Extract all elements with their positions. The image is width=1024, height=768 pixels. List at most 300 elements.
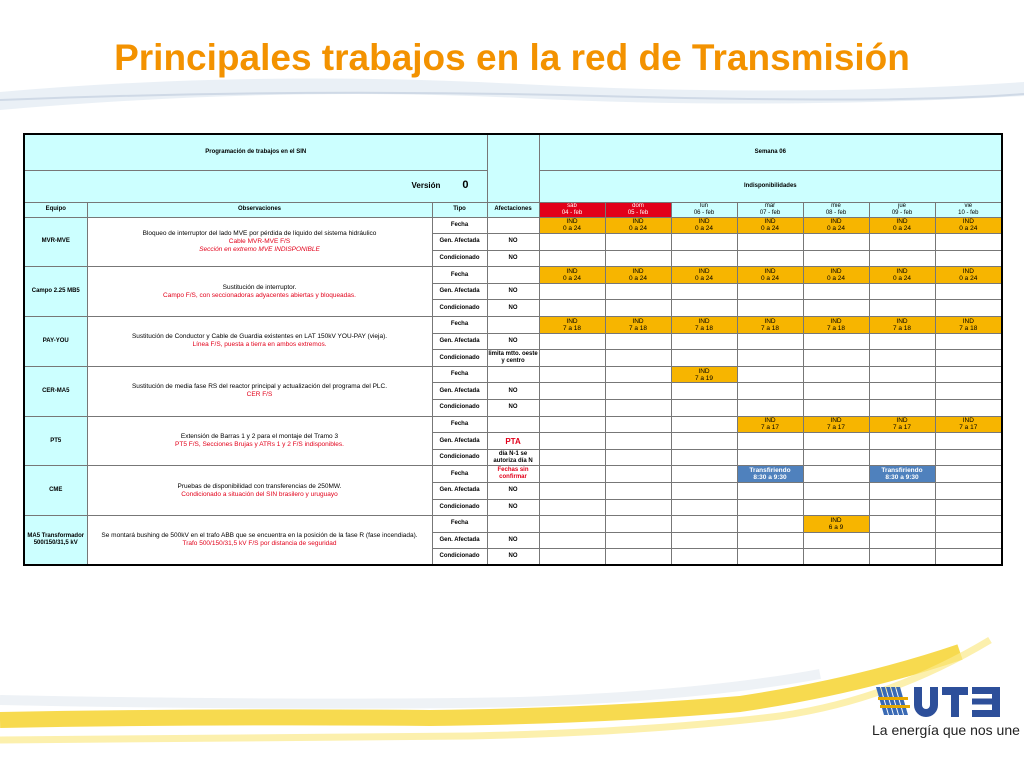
row-type: Condicionado <box>432 350 487 367</box>
observation-note: CER F/S <box>246 391 273 399</box>
schedule-hours: 7 a 17 <box>760 424 780 432</box>
schedule-cell <box>605 317 671 334</box>
row-affectation: NO <box>487 333 539 350</box>
row-affectation <box>487 366 539 383</box>
header-indisponibilidades: Indisponibilidades <box>539 170 1002 202</box>
observations <box>87 416 432 466</box>
schedule-cell <box>869 383 935 400</box>
schedule-cell <box>605 333 671 350</box>
schedule-status: IND <box>896 268 908 276</box>
schedule-status: IND <box>962 317 974 325</box>
schedule-cell <box>605 300 671 317</box>
schedule-cell <box>539 383 605 400</box>
schedule-status: IND <box>830 268 842 276</box>
schedule-cell <box>737 416 803 433</box>
schedule-status: IND <box>632 218 644 226</box>
schedule-cell <box>539 300 605 317</box>
schedule-cell <box>869 449 935 466</box>
schedule-status: IND <box>632 268 644 276</box>
schedule-cell <box>671 549 737 566</box>
row-affectation: PTA <box>487 433 539 450</box>
schedule-hours: 7 a 17 <box>959 424 978 432</box>
day-header <box>803 202 869 217</box>
row-affectation: NO <box>487 499 539 516</box>
schedule-cell <box>869 466 935 483</box>
row-affectation: NO <box>487 532 539 549</box>
schedule-cell <box>803 300 869 317</box>
schedule-cell <box>605 416 671 433</box>
row-type: Condicionado <box>432 300 487 317</box>
schedule-cell <box>935 217 1002 234</box>
schedule-status: Transfiriendo <box>749 467 791 475</box>
row-affectation: NO <box>487 483 539 500</box>
schedule-cell <box>935 466 1002 483</box>
schedule-cell <box>539 350 605 367</box>
row-affectation <box>487 416 539 433</box>
schedule-cell <box>869 416 935 433</box>
schedule-status: IND <box>698 367 710 375</box>
header-programacion: Programación de trabajos en el SIN <box>24 134 487 170</box>
schedule-cell <box>935 499 1002 516</box>
schedule-cell <box>803 532 869 549</box>
schedule-status: IND <box>962 417 974 425</box>
logo-tagline: La energía que nos une <box>872 722 1020 738</box>
schedule-cell <box>935 449 1002 466</box>
schedule-hours: 7 a 18 <box>562 324 582 332</box>
schedule-cell <box>803 366 869 383</box>
column-header-observaciones: Observaciones <box>87 202 432 217</box>
schedule-hours: 0 a 24 <box>892 275 912 283</box>
schedule-cell <box>803 250 869 267</box>
equipment-name: MA5 Transformador 500/150/31,5 kV <box>24 516 87 566</box>
equipment-name: CME <box>24 466 87 516</box>
schedule-cell <box>737 549 803 566</box>
schedule-hours: 0 a 24 <box>628 275 648 283</box>
row-type: Gen. Afectada <box>432 383 487 400</box>
schedule-hours: 7 a 18 <box>628 324 648 332</box>
schedule-cell <box>935 366 1002 383</box>
schedule-hours: 7 a 19 <box>694 374 714 382</box>
schedule-cell <box>605 366 671 383</box>
row-affectation <box>487 267 539 284</box>
schedule-cell <box>803 383 869 400</box>
row-type: Gen. Afectada <box>432 283 487 300</box>
schedule-cell <box>737 217 803 234</box>
schedule-status: IND <box>962 218 974 226</box>
day-header <box>935 202 1002 217</box>
schedule-cell <box>605 267 671 284</box>
schedule-hours: 7 a 17 <box>826 424 846 432</box>
row-type: Fecha <box>432 366 487 383</box>
row-affectation: NO <box>487 400 539 417</box>
day-name: mar <box>764 202 776 209</box>
schedule-status: IND <box>566 268 578 276</box>
observations <box>87 516 432 566</box>
schedule-cell <box>737 466 803 483</box>
schedule-cell <box>803 433 869 450</box>
schedule-status: IND <box>566 317 578 325</box>
row-type: Condicionado <box>432 250 487 267</box>
schedule-cell <box>869 549 935 566</box>
schedule-cell <box>737 383 803 400</box>
schedule-hours: 7 a 18 <box>959 324 978 332</box>
schedule-cell <box>671 366 737 383</box>
schedule-cell <box>737 483 803 500</box>
schedule-cell <box>737 300 803 317</box>
schedule-cell <box>671 283 737 300</box>
schedule-cell <box>671 300 737 317</box>
schedule-hours: 0 a 24 <box>826 225 846 233</box>
schedule-hours: 7 a 18 <box>694 324 714 332</box>
schedule-cell <box>671 383 737 400</box>
schedule-cell <box>671 217 737 234</box>
table-row <box>24 466 1002 483</box>
schedule-status: IND <box>896 417 908 425</box>
schedule-cell <box>803 333 869 350</box>
schedule-status: IND <box>896 317 908 325</box>
row-type: Gen. Afectada <box>432 433 487 450</box>
row-type: Condicionado <box>432 549 487 566</box>
observations <box>87 317 432 367</box>
row-type: Condicionado <box>432 499 487 516</box>
schedule-cell <box>671 516 737 533</box>
day-date: 06 - feb <box>693 209 715 216</box>
row-type: Gen. Afectada <box>432 532 487 549</box>
schedule-cell <box>935 516 1002 533</box>
schedule-cell <box>605 234 671 251</box>
schedule-cell <box>605 217 671 234</box>
day-header <box>869 202 935 217</box>
schedule-hours: 8:30 a 9:30 <box>885 474 919 482</box>
equipment-name: Campo 2.25 MB5 <box>24 267 87 317</box>
schedule-cell <box>803 516 869 533</box>
observation-text: Sustitución de media fase RS del reactor principal y actualización del programa del PLC. <box>131 383 388 391</box>
schedule-hours: 0 a 24 <box>760 225 780 233</box>
schedule-cell <box>935 400 1002 417</box>
schedule-cell <box>935 549 1002 566</box>
schedule-hours: 0 a 24 <box>959 275 978 283</box>
observations <box>87 217 432 267</box>
day-name: sáb <box>567 202 577 209</box>
schedule-cell <box>671 333 737 350</box>
schedule-hours: 0 a 24 <box>562 225 582 233</box>
observation-note: Cable MVR-MVE F/S <box>228 237 291 245</box>
observation-note: Condicionado a situación del SIN brasilero y uruguayo <box>181 490 338 498</box>
row-affectation <box>487 516 539 533</box>
schedule-cell <box>605 350 671 367</box>
schedule-hours: 0 a 24 <box>892 225 912 233</box>
day-name: mié <box>831 202 841 209</box>
schedule-cell <box>803 267 869 284</box>
schedule-cell <box>737 333 803 350</box>
day-name: vie <box>964 202 973 209</box>
equipment-name: PAY-YOU <box>24 317 87 367</box>
schedule-hours: 0 a 24 <box>826 275 846 283</box>
schedule-cell <box>869 283 935 300</box>
observation-note: Línea F/S, puesta a tierra en ambos extremos. <box>192 341 327 349</box>
schedule-hours: 0 a 24 <box>628 225 648 233</box>
schedule-cell <box>671 250 737 267</box>
row-affectation: día N-1 se autoriza día N <box>487 449 539 466</box>
column-header-tipo: Tipo <box>432 202 487 217</box>
schedule-status: IND <box>764 268 776 276</box>
schedule-cell <box>539 317 605 334</box>
schedule-status: IND <box>896 218 908 226</box>
schedule-status: IND <box>764 317 776 325</box>
schedule-hours: 8:30 a 9:30 <box>753 474 787 482</box>
row-type: Fecha <box>432 466 487 483</box>
schedule-cell <box>539 400 605 417</box>
row-type: Fecha <box>432 317 487 334</box>
row-type: Condicionado <box>432 400 487 417</box>
schedule-cell <box>803 483 869 500</box>
schedule-cell <box>935 317 1002 334</box>
observations <box>87 366 432 416</box>
schedule-status: IND <box>830 317 842 325</box>
schedule-hours: 0 a 24 <box>959 225 978 233</box>
schedule-cell <box>803 234 869 251</box>
schedule-cell <box>671 483 737 500</box>
schedule-cell <box>737 317 803 334</box>
row-affectation <box>487 317 539 334</box>
schedule-cell <box>671 449 737 466</box>
schedule-cell <box>869 433 935 450</box>
schedule-status: Transfiriendo <box>881 467 923 475</box>
schedule-cell <box>605 400 671 417</box>
schedule-cell <box>539 234 605 251</box>
row-affectation <box>487 217 539 234</box>
schedule-cell <box>671 234 737 251</box>
row-affectation: NO <box>487 300 539 317</box>
schedule-cell <box>935 267 1002 284</box>
schedule-hours: 7 a 17 <box>892 424 912 432</box>
schedule-cell <box>605 449 671 466</box>
observations <box>87 466 432 516</box>
schedule-cell <box>671 416 737 433</box>
day-header <box>671 202 737 217</box>
schedule-status: IND <box>830 417 842 425</box>
schedule-status: IND <box>698 317 710 325</box>
schedule-cell <box>605 283 671 300</box>
row-type: Gen. Afectada <box>432 333 487 350</box>
schedule-cell <box>737 532 803 549</box>
schedule-cell <box>803 400 869 417</box>
equipment-name: PT5 <box>24 416 87 466</box>
schedule-cell <box>605 516 671 533</box>
schedule-cell <box>737 400 803 417</box>
schedule-status: IND <box>830 218 842 226</box>
schedule-cell <box>737 449 803 466</box>
equipment-name: CER-MA5 <box>24 366 87 416</box>
schedule-cell <box>539 449 605 466</box>
row-affectation: NO <box>487 250 539 267</box>
schedule-cell <box>737 433 803 450</box>
day-date: 04 - feb <box>561 209 583 216</box>
observation-text: Se montará bushing de 500kV en el trafo ABB que se encuentra en la posición de la fase R (fase incendiada). <box>101 532 418 540</box>
day-name: jue <box>898 202 907 209</box>
row-affectation: NO <box>487 549 539 566</box>
schedule-cell <box>605 466 671 483</box>
schedule-cell <box>539 250 605 267</box>
schedule-cell <box>869 499 935 516</box>
schedule-cell <box>671 400 737 417</box>
row-affectation: NO <box>487 283 539 300</box>
schedule-cell <box>935 483 1002 500</box>
day-header <box>539 202 605 217</box>
schedule-cell <box>869 250 935 267</box>
schedule-status: IND <box>764 218 776 226</box>
day-date: 08 - feb <box>825 209 847 216</box>
schedule-cell <box>539 433 605 450</box>
schedule-cell <box>737 366 803 383</box>
schedule-cell <box>869 217 935 234</box>
schedule-cell <box>803 317 869 334</box>
schedule-table <box>23 133 1003 566</box>
schedule-cell <box>539 499 605 516</box>
row-type: Fecha <box>432 416 487 433</box>
schedule-cell <box>737 250 803 267</box>
schedule-cell <box>737 350 803 367</box>
schedule-cell <box>539 267 605 284</box>
schedule-cell <box>803 499 869 516</box>
schedule-cell <box>671 350 737 367</box>
row-type: Gen. Afectada <box>432 234 487 251</box>
schedule-cell <box>803 217 869 234</box>
row-type: Fecha <box>432 516 487 533</box>
schedule-cell <box>803 283 869 300</box>
schedule-cell <box>671 532 737 549</box>
schedule-status: IND <box>566 218 578 226</box>
schedule-status: IND <box>698 268 710 276</box>
schedule-cell <box>803 350 869 367</box>
schedule-hours: 7 a 18 <box>892 324 912 332</box>
schedule-hours: 7 a 18 <box>760 324 780 332</box>
row-affectation: limita mtto. oeste y centro <box>487 350 539 367</box>
schedule-cell <box>539 549 605 566</box>
observation-text: Extensión de Barras 1 y 2 para el montaje del Tramo 3 <box>180 433 339 441</box>
schedule-hours: 0 a 24 <box>694 225 714 233</box>
schedule-cell <box>935 532 1002 549</box>
schedule-cell <box>803 466 869 483</box>
row-affectation: Fechas sin confirmar <box>487 466 539 483</box>
schedule-status: IND <box>698 218 710 226</box>
schedule-status: IND <box>764 417 776 425</box>
schedule-cell <box>869 516 935 533</box>
day-name: lun <box>700 202 709 209</box>
schedule-cell <box>671 433 737 450</box>
schedule-cell <box>605 483 671 500</box>
day-date: 09 - feb <box>891 209 913 216</box>
schedule-cell <box>869 366 935 383</box>
day-header <box>605 202 671 217</box>
observation-text: Sustitución de interruptor. <box>222 283 297 291</box>
schedule-status: IND <box>962 268 974 276</box>
schedule-cell <box>605 250 671 267</box>
table-row <box>24 267 1002 284</box>
schedule-cell <box>671 317 737 334</box>
schedule-cell <box>737 283 803 300</box>
schedule-cell <box>737 499 803 516</box>
schedule-cell <box>539 466 605 483</box>
schedule-cell <box>737 234 803 251</box>
schedule-cell <box>605 499 671 516</box>
row-type: Gen. Afectada <box>432 483 487 500</box>
schedule-cell <box>935 333 1002 350</box>
schedule-hours: 0 a 24 <box>760 275 780 283</box>
schedule-cell <box>803 416 869 433</box>
row-affectation: NO <box>487 383 539 400</box>
day-date: 10 - feb <box>958 209 979 216</box>
ute-logo <box>876 683 1002 719</box>
table-row <box>24 317 1002 334</box>
schedule-cell <box>803 549 869 566</box>
header-afectaciones-blank <box>487 134 539 202</box>
schedule-cell <box>671 466 737 483</box>
schedule-cell <box>539 333 605 350</box>
schedule-cell <box>869 317 935 334</box>
schedule-hours: 0 a 24 <box>562 275 582 283</box>
schedule-cell <box>869 483 935 500</box>
schedule-cell <box>803 449 869 466</box>
header-version-cell <box>24 170 487 202</box>
column-header-equipo: Equipo <box>24 202 87 217</box>
schedule-cell <box>869 333 935 350</box>
schedule-hours: 7 a 18 <box>826 324 846 332</box>
table-row <box>24 516 1002 533</box>
row-type: Fecha <box>432 267 487 284</box>
schedule-cell <box>935 433 1002 450</box>
schedule-cell <box>935 350 1002 367</box>
schedule-status: IND <box>632 317 644 325</box>
schedule-cell <box>539 416 605 433</box>
schedule-cell <box>605 433 671 450</box>
observation-text: Sustitución de Conductor y Cable de Guardia existentes en LAT 150kV YOU-PAY (vieja). <box>131 333 388 341</box>
schedule-hours: 6 a 9 <box>828 523 844 531</box>
schedule-cell <box>737 267 803 284</box>
day-name: dom <box>632 202 644 209</box>
observation-note: PT5 F/S, Secciones Brujas y ATRs 1 y 2 F/S indisponibles. <box>175 441 344 449</box>
schedule-cell <box>935 383 1002 400</box>
schedule-cell <box>539 217 605 234</box>
page-title: Principales trabajos en la red de Transmisión <box>114 37 910 78</box>
row-type: Condicionado <box>432 449 487 466</box>
schedule-cell <box>869 350 935 367</box>
schedule-cell <box>869 532 935 549</box>
observation-note: Campo F/S, con seccionadoras adyacentes abiertas y bloqueadas. <box>163 291 356 299</box>
schedule-status: IND <box>830 516 842 524</box>
version-value: 0 <box>462 178 469 191</box>
schedule-cell <box>935 300 1002 317</box>
schedule-hours: 0 a 24 <box>694 275 714 283</box>
observation-text: Pruebas de disponibilidad con transferencias de 250MW. <box>177 482 342 490</box>
schedule-cell <box>539 283 605 300</box>
schedule-cell <box>671 499 737 516</box>
schedule-cell <box>935 250 1002 267</box>
row-affectation: NO <box>487 234 539 251</box>
schedule-cell <box>605 383 671 400</box>
schedule-cell <box>869 234 935 251</box>
schedule-cell <box>869 267 935 284</box>
schedule-cell <box>671 267 737 284</box>
observation-note: Trafo 500/150/31,5 kV F/S por distancia de seguridad <box>182 540 337 548</box>
day-date: 07 - feb <box>759 209 781 216</box>
schedule-cell <box>935 234 1002 251</box>
table-row <box>24 217 1002 234</box>
observations <box>87 267 432 317</box>
schedule-cell <box>869 400 935 417</box>
row-type: Fecha <box>432 217 487 234</box>
schedule-cell <box>935 416 1002 433</box>
